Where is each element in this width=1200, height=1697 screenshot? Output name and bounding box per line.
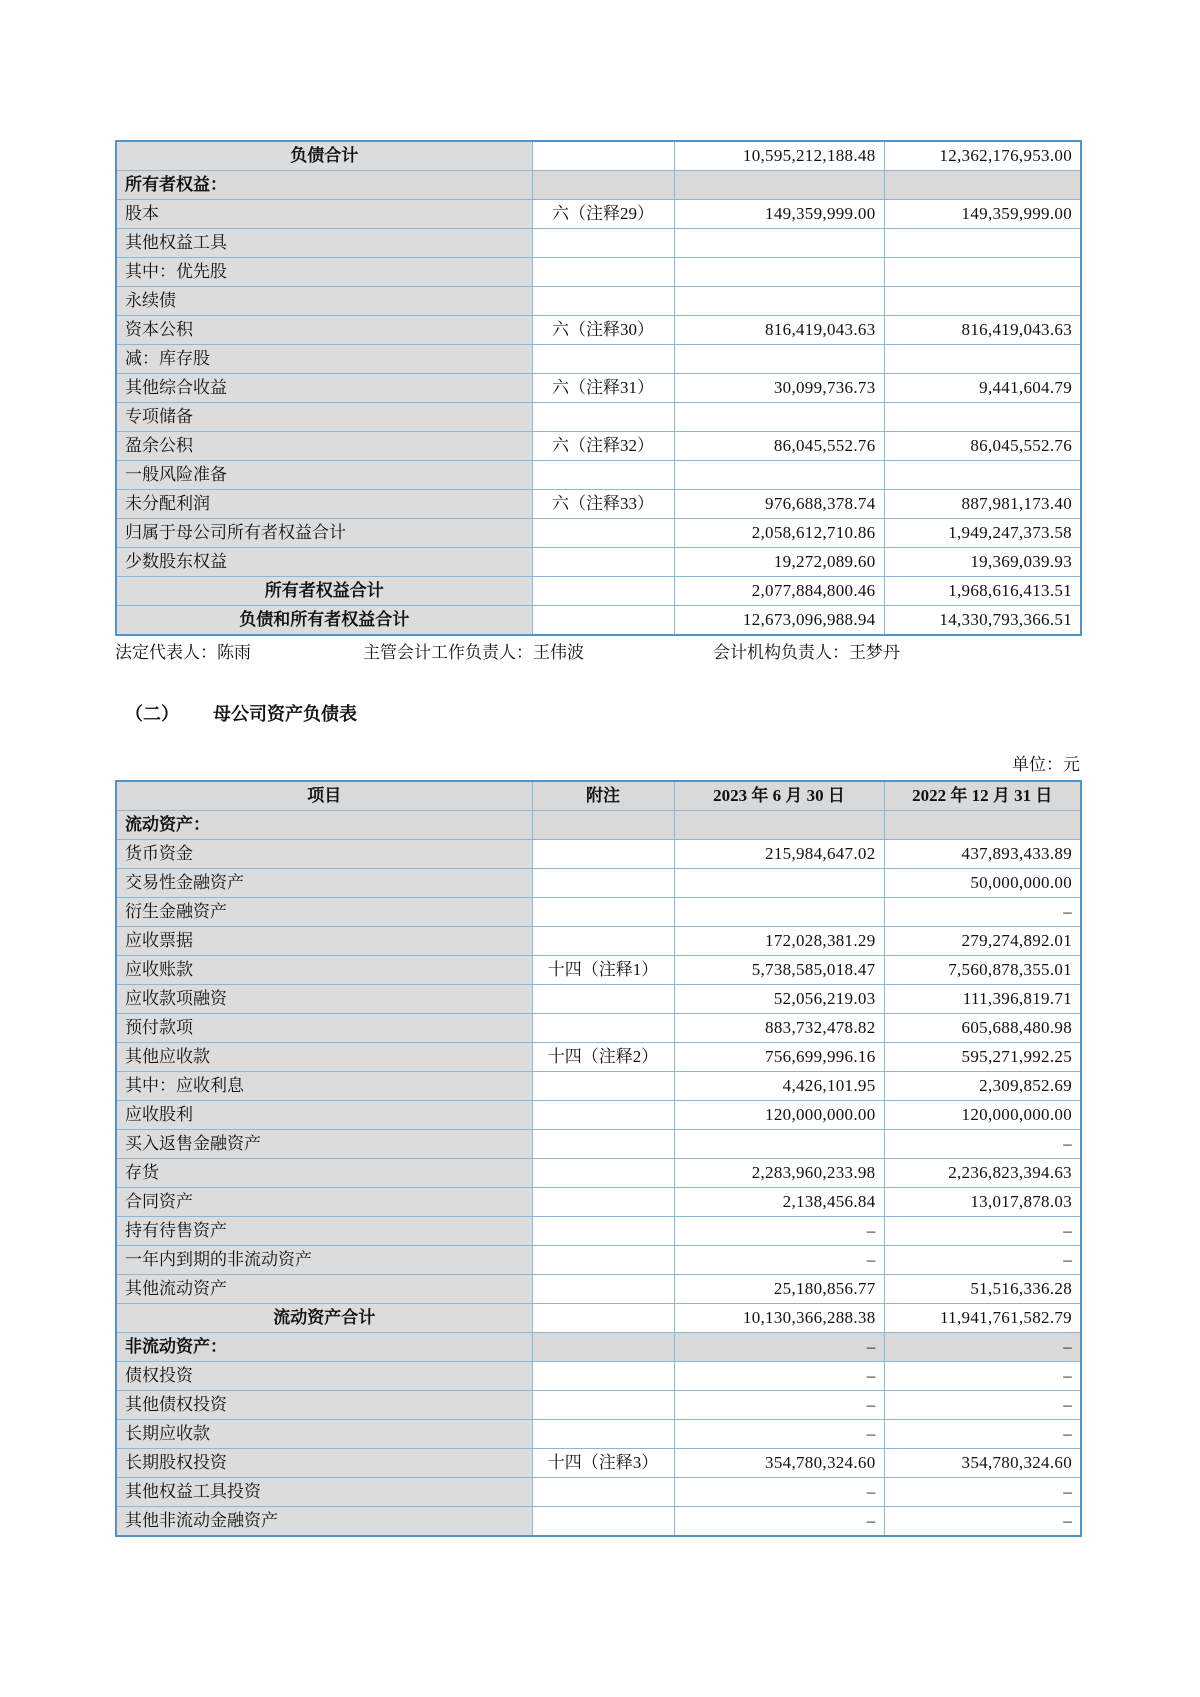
table2-header-row [116,781,1081,811]
row-label: 其他应收款 [116,1043,532,1072]
row-value-prior: – [884,1420,1081,1449]
equity-liabilities-balance-sheet-table [115,140,1082,636]
row-note [532,171,674,200]
table1-row [116,287,1081,316]
table2-row [116,956,1081,985]
row-note [532,345,674,374]
row-value-prior: 354,780,324.60 [884,1449,1081,1478]
row-value-prior: – [884,1362,1081,1391]
table1-row [116,432,1081,461]
section-numbering: （二） [125,704,179,724]
row-value-prior: 605,688,480.98 [884,1014,1081,1043]
header-date-2022: 2022 年 12 月 31 日 [884,781,1081,811]
row-label: 其他流动资产 [116,1275,532,1304]
row-value-prior: 111,396,819.71 [884,985,1081,1014]
row-note [532,1275,674,1304]
row-value-current [674,811,884,840]
row-note [532,869,674,898]
row-note [532,1391,674,1420]
row-label: 减：库存股 [116,345,532,374]
row-value-prior: – [884,1333,1081,1362]
table2-row [116,1072,1081,1101]
row-value-prior [884,258,1081,287]
header-item: 项目 [116,781,532,811]
table2-row [116,1391,1081,1420]
table2-row [116,1333,1081,1362]
row-value-current: – [674,1246,884,1275]
signature-line [115,638,1080,662]
row-label: 其他综合收益 [116,374,532,403]
table2-row [116,1449,1081,1478]
row-value-prior [884,811,1081,840]
row-value-prior: 51,516,336.28 [884,1275,1081,1304]
table2-row [116,1507,1081,1537]
row-value-prior: 11,941,761,582.79 [884,1304,1081,1333]
row-value-prior: 14,330,793,366.51 [884,606,1081,636]
row-value-current: – [674,1333,884,1362]
row-note [532,1159,674,1188]
row-value-current: – [674,1391,884,1420]
row-label: 资本公积 [116,316,532,345]
unit-label: 单位：元 [1012,755,1080,774]
row-value-current: 883,732,478.82 [674,1014,884,1043]
row-value-prior: – [884,1217,1081,1246]
row-label: 其中：应收利息 [116,1072,532,1101]
row-label: 应收票据 [116,927,532,956]
row-label: 长期股权投资 [116,1449,532,1478]
row-note [532,1478,674,1507]
row-value-current: 25,180,856.77 [674,1275,884,1304]
table2-row [116,1304,1081,1333]
row-note: 六（注释30） [532,316,674,345]
row-value-current [674,461,884,490]
row-value-prior [884,229,1081,258]
row-note [532,811,674,840]
row-label: 长期应收款 [116,1420,532,1449]
table1-body [116,141,1081,635]
table2-row [116,869,1081,898]
table1-row [116,229,1081,258]
row-label: 其中：优先股 [116,258,532,287]
table1-row [116,519,1081,548]
row-note [532,1014,674,1043]
legal-representative-text: 法定代表人：陈雨 [115,643,251,662]
row-value-current: 816,419,043.63 [674,316,884,345]
row-label: 永续债 [116,287,532,316]
row-label: 一般风险准备 [116,461,532,490]
row-label: 负债和所有者权益合计 [116,606,532,636]
row-note [532,1188,674,1217]
row-value-current [674,1130,884,1159]
row-value-current: – [674,1507,884,1537]
section-title-text: 母公司资产负债表 [213,704,357,724]
row-label: 少数股东权益 [116,548,532,577]
row-note [532,1362,674,1391]
table2-row [116,927,1081,956]
row-label: 其他权益工具投资 [116,1478,532,1507]
table2-row [116,1246,1081,1275]
table1-row [116,258,1081,287]
row-note [532,577,674,606]
row-note [532,985,674,1014]
row-label: 买入返售金融资产 [116,1130,532,1159]
table2-row [116,1420,1081,1449]
row-value-current [674,287,884,316]
row-value-current: – [674,1362,884,1391]
row-label: 流动资产合计 [116,1304,532,1333]
row-note [532,403,674,432]
row-note [532,1101,674,1130]
row-label: 应收账款 [116,956,532,985]
row-note [532,1246,674,1275]
row-note [532,1217,674,1246]
table1-row [116,374,1081,403]
row-value-current [674,345,884,374]
row-value-current: 4,426,101.95 [674,1072,884,1101]
row-value-current: 5,738,585,018.47 [674,956,884,985]
row-note [532,461,674,490]
row-value-current: – [674,1420,884,1449]
table2-row [116,1043,1081,1072]
row-value-prior: – [884,1478,1081,1507]
row-label: 其他债权投资 [116,1391,532,1420]
row-note [532,519,674,548]
row-note: 十四（注释2） [532,1043,674,1072]
row-value-current: 19,272,089.60 [674,548,884,577]
row-note [532,229,674,258]
row-label: 专项储备 [116,403,532,432]
row-value-prior: – [884,1507,1081,1537]
table1-row [116,171,1081,200]
row-label: 股本 [116,200,532,229]
row-value-current: 215,984,647.02 [674,840,884,869]
row-value-prior: 7,560,878,355.01 [884,956,1081,985]
table2-row [116,1101,1081,1130]
row-value-current [674,258,884,287]
table1-row [116,345,1081,374]
table1-row [116,403,1081,432]
row-value-prior: 2,236,823,394.63 [884,1159,1081,1188]
row-value-current: 172,028,381.29 [674,927,884,956]
row-value-prior: 13,017,878.03 [884,1188,1081,1217]
row-value-current: – [674,1478,884,1507]
row-value-prior [884,461,1081,490]
row-value-current: 120,000,000.00 [674,1101,884,1130]
row-value-prior: – [884,1130,1081,1159]
row-value-prior [884,171,1081,200]
row-value-current: 86,045,552.76 [674,432,884,461]
row-note [532,606,674,636]
row-value-prior [884,287,1081,316]
row-value-current: 756,699,996.16 [674,1043,884,1072]
row-value-current [674,229,884,258]
row-value-current: 2,077,884,800.46 [674,577,884,606]
row-note: 六（注释32） [532,432,674,461]
row-value-prior: 279,274,892.01 [884,927,1081,956]
row-note [532,898,674,927]
row-value-current: 52,056,219.03 [674,985,884,1014]
row-label: 应收股利 [116,1101,532,1130]
row-note: 六（注释29） [532,200,674,229]
row-label: 负债合计 [116,141,532,171]
row-value-current: 2,283,960,233.98 [674,1159,884,1188]
row-note [532,548,674,577]
row-label: 非流动资产： [116,1333,532,1362]
row-value-current: 10,595,212,188.48 [674,141,884,171]
row-label: 其他权益工具 [116,229,532,258]
table2-row [116,1188,1081,1217]
row-value-prior: 887,981,173.40 [884,490,1081,519]
row-value-prior [884,403,1081,432]
row-note [532,1333,674,1362]
parent-company-balance-sheet-table [115,780,1082,1537]
row-value-prior: 19,369,039.93 [884,548,1081,577]
row-value-current: 149,359,999.00 [674,200,884,229]
table2-row [116,1130,1081,1159]
table2-row [116,1275,1081,1304]
row-label: 所有者权益： [116,171,532,200]
table2-row [116,1478,1081,1507]
row-note [532,1304,674,1333]
row-value-prior: – [884,898,1081,927]
table1-row [116,490,1081,519]
accounting-dept-head-text: 会计机构负责人：王梦丹 [713,643,900,662]
row-label: 应收款项融资 [116,985,532,1014]
row-note [532,840,674,869]
row-label: 预付款项 [116,1014,532,1043]
row-note [532,1507,674,1537]
row-note: 十四（注释3） [532,1449,674,1478]
row-note [532,1420,674,1449]
row-label: 流动资产： [116,811,532,840]
table2-row [116,1217,1081,1246]
row-label: 交易性金融资产 [116,869,532,898]
row-label: 货币资金 [116,840,532,869]
table1-row [116,548,1081,577]
table2-header [116,781,1081,811]
table1-row [116,141,1081,171]
row-note: 六（注释33） [532,490,674,519]
row-label: 债权投资 [116,1362,532,1391]
row-value-current: 30,099,736.73 [674,374,884,403]
row-value-current: 354,780,324.60 [674,1449,884,1478]
table2-row [116,1159,1081,1188]
row-value-current [674,403,884,432]
table1-row [116,316,1081,345]
row-label: 归属于母公司所有者权益合计 [116,519,532,548]
row-value-prior: 595,271,992.25 [884,1043,1081,1072]
section-title [125,700,357,726]
row-note [532,927,674,956]
table1-row [116,461,1081,490]
row-value-current [674,898,884,927]
row-note: 十四（注释1） [532,956,674,985]
row-value-prior: 50,000,000.00 [884,869,1081,898]
row-value-prior: 120,000,000.00 [884,1101,1081,1130]
table2-row [116,811,1081,840]
row-value-current: 2,058,612,710.86 [674,519,884,548]
row-value-prior: 1,968,616,413.51 [884,577,1081,606]
header-note: 附注 [532,781,674,811]
row-value-current [674,869,884,898]
row-label: 一年内到期的非流动资产 [116,1246,532,1275]
row-value-prior: 149,359,999.00 [884,200,1081,229]
row-note [532,258,674,287]
row-value-prior: 437,893,433.89 [884,840,1081,869]
table1-row [116,606,1081,636]
table2-body [116,811,1081,1537]
row-label: 未分配利润 [116,490,532,519]
row-value-current: 2,138,456.84 [674,1188,884,1217]
row-value-prior: 1,949,247,373.58 [884,519,1081,548]
row-value-prior: 816,419,043.63 [884,316,1081,345]
row-value-prior: 86,045,552.76 [884,432,1081,461]
row-value-current [674,171,884,200]
row-label: 所有者权益合计 [116,577,532,606]
row-label: 衍生金融资产 [116,898,532,927]
row-value-prior: 12,362,176,953.00 [884,141,1081,171]
row-value-prior: – [884,1391,1081,1420]
row-note [532,1130,674,1159]
row-value-current: 976,688,378.74 [674,490,884,519]
table2-row [116,840,1081,869]
table2-row [116,898,1081,927]
row-value-current: – [674,1217,884,1246]
row-label: 其他非流动金融资产 [116,1507,532,1537]
row-value-prior [884,345,1081,374]
table2-row [116,1362,1081,1391]
row-label: 持有待售资产 [116,1217,532,1246]
row-value-prior: 9,441,604.79 [884,374,1081,403]
row-note [532,287,674,316]
row-label: 盈余公积 [116,432,532,461]
row-value-prior: 2,309,852.69 [884,1072,1081,1101]
header-date-2023: 2023 年 6 月 30 日 [674,781,884,811]
row-label: 合同资产 [116,1188,532,1217]
chief-accounting-officer-text: 主管会计工作负责人：王伟波 [363,643,584,662]
table1-row [116,577,1081,606]
row-label: 存货 [116,1159,532,1188]
table2-row [116,1014,1081,1043]
row-note: 六（注释31） [532,374,674,403]
row-value-prior: – [884,1246,1081,1275]
row-value-current: 12,673,096,988.94 [674,606,884,636]
row-value-current: 10,130,366,288.38 [674,1304,884,1333]
table1-row [116,200,1081,229]
row-note [532,1072,674,1101]
table2-row [116,985,1081,1014]
row-note [532,141,674,171]
